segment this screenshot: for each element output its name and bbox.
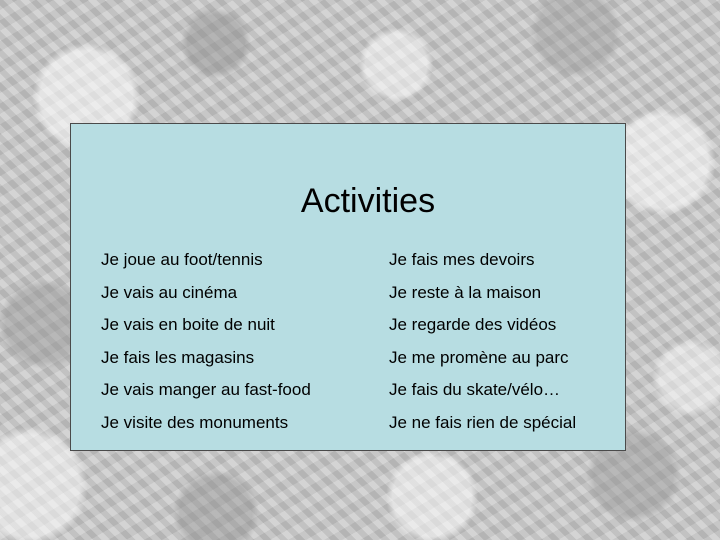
- left-column: [101, 244, 311, 439]
- activity-item: Je vais manger au fast-food: [101, 380, 311, 399]
- activity-item: Je fais du skate/vélo…: [389, 380, 561, 399]
- activities-panel: [70, 123, 626, 451]
- right-column: [389, 244, 576, 439]
- title-text: Activities: [300, 182, 436, 220]
- panel-title: [71, 182, 625, 221]
- activity-item: Je visite des monuments: [101, 412, 289, 432]
- activity-item: Je fais mes devoirs: [389, 250, 535, 269]
- activity-item: Je fais les magasins: [101, 347, 255, 367]
- activity-item: Je reste à la maison: [389, 282, 542, 302]
- activity-item: Je vais en boite de nuit: [101, 315, 275, 334]
- activity-item: Je ne fais rien de spécial: [389, 412, 577, 432]
- activity-item: Je regarde des vidéos: [389, 315, 557, 334]
- activity-item: Je me promène au parc: [389, 347, 569, 367]
- activity-item: Je joue au foot/tennis: [101, 250, 263, 269]
- activity-item: Je vais au cinéma: [101, 282, 238, 302]
